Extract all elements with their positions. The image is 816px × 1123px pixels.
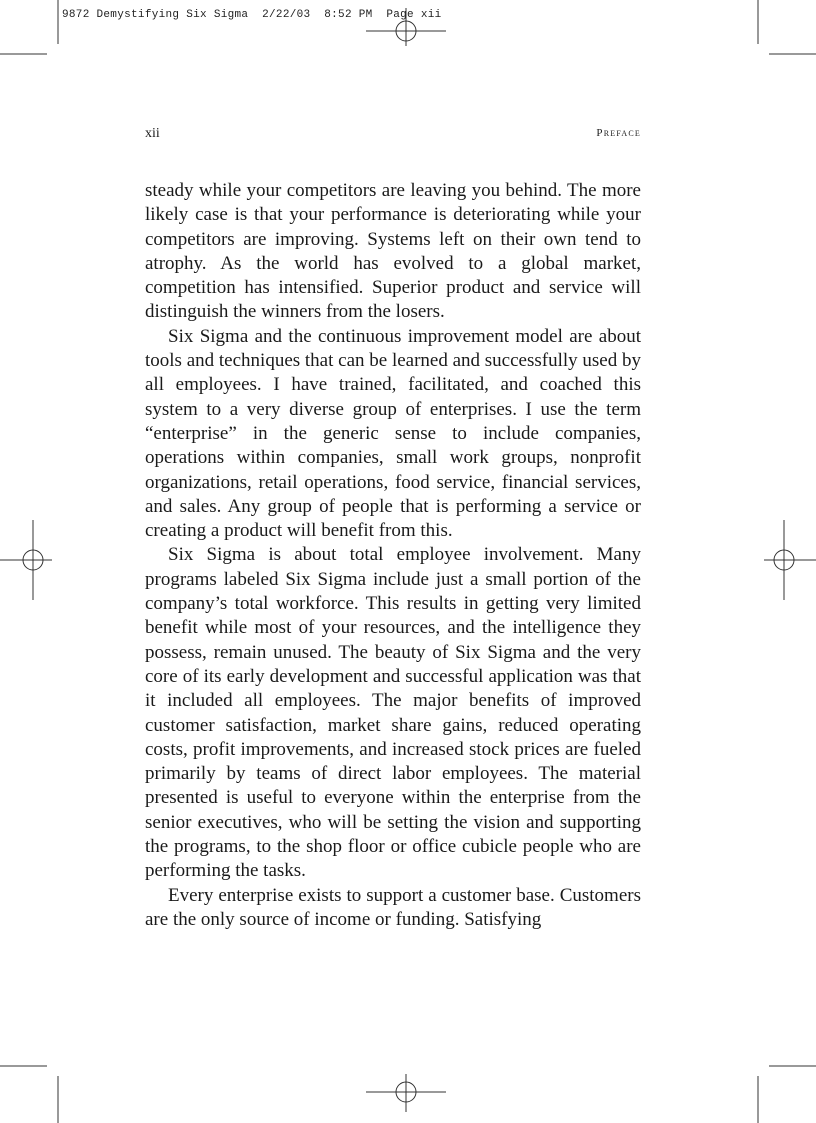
paragraph: steady while your competitors are leaving you behind. The more likely case is that your performance is deteriorating while your competitors are improving. Systems left on their own tend to atrophy. As the world has evolved to a global market, competition has intensified. Superior product and service will distinguish the winners from the losers.: [145, 180, 641, 323]
registration-mark-top: [366, 8, 446, 46]
slug-line: 9872 Demystifying Six Sigma 2/22/03 8:52 PM Page xii: [62, 9, 442, 21]
section-title: Preface: [596, 127, 641, 139]
page-number: xii: [145, 126, 160, 141]
paragraph: Six Sigma is about total employee involvement. Many programs labeled Six Sigma include just a small portion of the company’s total workforce. This results in getting very limited benefit while most of your resources, and the intelligence they possess, remain unused. The beauty of Six Sigma and the very core of its early development and successful application was that it included all employees. The major benefits of improved customer satisfaction, market share gains, reduced operating costs, profit improvements, and increased stock prices are fueled primarily by teams of direct labor employees. The material presented is useful to everyone within the enterprise from the senior executives, who will be setting the vision and supporting the programs, to the shop floor or office cubicle people who are performing the tasks.: [145, 544, 641, 882]
running-head: [145, 126, 641, 144]
paragraph: Six Sigma and the continuous improvement model are about tools and techniques that can be learned and successfully used by all employees. I have trained, facilitated, and coached this system to a very diverse group of enterprises. I use the term “enterprise” in the generic sense to include companies, operations within companies, small work groups, nonprofit organizations, retail operations, food service, financial services, and sales. Any group of people that is performing a service or creating a product will benefit from this.: [145, 325, 641, 542]
registration-mark-right: [764, 520, 816, 600]
registration-mark-left: [0, 520, 52, 600]
registration-mark-bottom: [366, 1074, 446, 1112]
paragraph: Every enterprise exists to support a customer base. Customers are the only source of income or funding. Satisfying: [145, 884, 641, 930]
body-text: [145, 179, 641, 932]
